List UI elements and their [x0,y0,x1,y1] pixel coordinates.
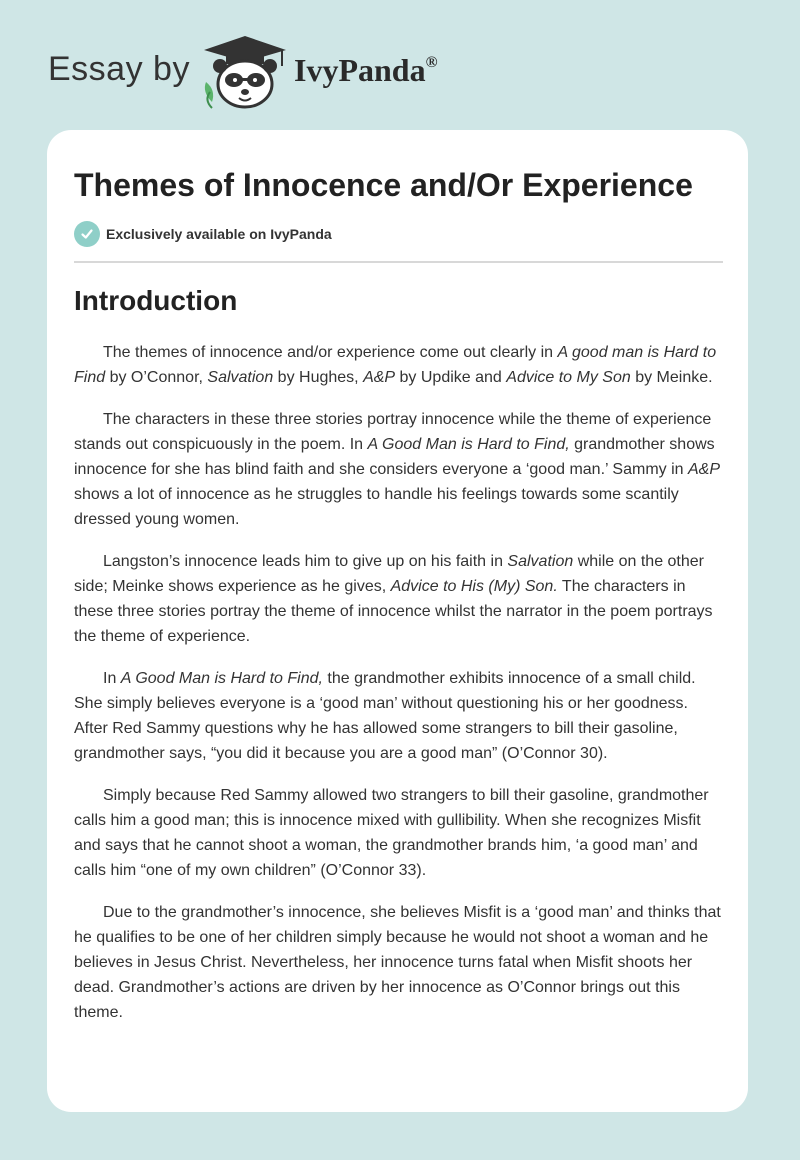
paragraph-text: while on the other side; Meinke shows experience as he gives, [74,553,704,595]
paragraph-text: The themes of innocence and/or experience come out clearly in [103,344,558,361]
work-title: Advice to His (My) Son. [390,578,558,595]
essay-by-label: Essay by [48,50,190,88]
section-heading: Introduction [74,285,238,316]
paragraph-text: The characters in these three stories portray innocence while the theme of experience stands out conspicuously in the poem. In [74,411,712,453]
paragraph-text: The characters in these three stories portray the theme of innocence whilst the narrator in the poem portrays the theme of experience. [74,578,713,645]
paragraph-text: shows a lot of innocence as he struggles to handle his feelings towards some scantily dressed young women. [74,486,679,528]
essay-paragraph [74,666,724,766]
registered-mark: ® [425,54,438,71]
brand-name[interactable] [294,52,438,89]
divider [74,261,723,263]
work-title: A&P [363,369,396,386]
paragraph-text: Langston’s innocence leads him to give up on his faith in [103,553,508,570]
work-title: Advice to My Son [506,369,631,386]
paragraph-text: Simply because Red Sammy allowed two strangers to bill their gasoline, grandmother calls him a good man; this is innocence mixed with gullibility. When she recognizes Misfit and says that he cannot shoot a woman, the grandmother brands him, ‘a good man’ and calls him “one of my own children” (O’Connor 33). [74,787,709,879]
panda-logo-icon[interactable] [200,30,290,110]
work-title: A Good Man is Hard to Find, [367,436,570,453]
paragraph-text: Due to the grandmother’s innocence, she believes Misfit is a ‘good man’ and thinks that he qualifies to be one of her children simply because he would not shoot a woman and he believes in Jesus Christ. Nevertheless, her innocence turns fatal when Misfit shoots her dead. Grandmother’s actions are driven by her innocence as O’Connor brings out this theme. [74,904,721,1021]
exclusive-badge [74,221,332,247]
check-icon [74,221,100,247]
site-header [48,30,548,110]
paragraph-text: by Meinke. [630,369,713,386]
exclusive-badge-label: Exclusively available on IvyPanda [106,226,332,242]
essay-paragraph [74,407,724,532]
work-title: Salvation [507,553,574,570]
essay-body [74,340,724,1042]
essay-paragraph [74,900,724,1025]
brand-text: IvyPanda [294,52,426,88]
essay-paragraph [74,340,724,390]
paragraph-text: grandmother shows innocence for she has blind faith and she considers everyone a ‘good man.’ Sammy in [74,436,715,478]
work-title: A&P [687,461,720,478]
paragraph-text: by Hughes, [273,369,364,386]
work-title: A Good Man is Hard to Find, [120,670,323,687]
paragraph-text: by O’Connor, [105,369,208,386]
paragraph-text: the grandmother exhibits innocence of a small child. She simply believes everyone is a ‘good man’ without questioning his or her goodness. After Red Sammy questions why he has allowed some strangers to bill their gasoline, grandmother says, “you did it because you are a good man” (O’Connor 30). [74,670,696,762]
paragraph-text: In [103,670,121,687]
paragraph-text: by Updike and [395,369,507,386]
essay-paragraph [74,549,724,649]
essay-card [47,130,748,1112]
work-title: A good man is Hard to Find [74,344,717,386]
page-title: Themes of Innocence and/Or Experience [74,167,693,203]
essay-paragraph [74,783,724,883]
work-title: Salvation [207,369,274,386]
